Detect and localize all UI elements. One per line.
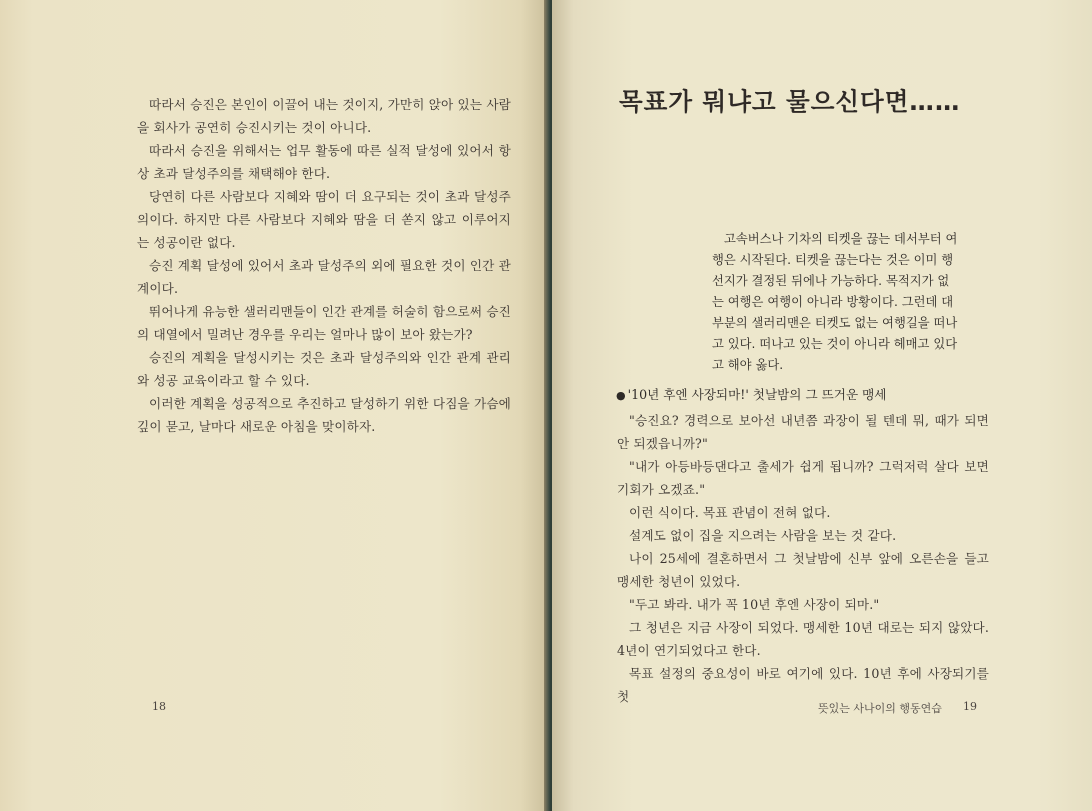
- intro-line: 고 해야 옳다.: [712, 358, 784, 372]
- paragraph: 이런 식이다. 목표 관념이 전혀 없다.: [629, 505, 831, 520]
- intro-line: 고속버스나 기차의 티켓을 끊는 데서부터 여: [724, 232, 958, 246]
- left-body-text: [137, 93, 511, 438]
- paragraph: "두고 봐라. 내가 꼭 10년 후엔 사장이 되마.": [629, 597, 880, 612]
- page-number: 19: [963, 700, 977, 713]
- paragraph: "승진요? 경력으로 보아선 내년쯤 과장이 될 텐데 뭐, 때가 되면 안 되겠읍니까?": [617, 413, 989, 451]
- paragraph: 목표 설정의 중요성이 바로 여기에 있다. 10년 후에 사장되기를 첫: [617, 666, 989, 704]
- intro-line: 는 여행은 여행이 아니라 방황이다. 그런데 대: [712, 295, 954, 309]
- page-number: 18: [152, 700, 166, 713]
- intro-line: 고 있다. 떠나고 있는 것이 아니라 헤매고 있다: [712, 337, 958, 351]
- paragraph: 이러한 계획을 성공적으로 추진하고 달성하기 위한 다짐을 가슴에 깊이 묻고, 날마다 새로운 아침을 맞이하자.: [137, 396, 511, 434]
- paragraph: 당연히 다른 사람보다 지혜와 땀이 더 요구되는 것이 초과 달성주의이다. 하지만 다른 사람보다 지혜와 땀을 더 쏟지 않고 이루어지는 성공이란 없다.: [137, 189, 511, 250]
- intro-line: 부분의 샐러리맨은 티켓도 없는 여행길을 떠나: [712, 316, 958, 330]
- paragraph: "내가 아등바등댄다고 출세가 쉽게 됩니까? 그럭저럭 살다 보면 기회가 오겠죠.": [617, 459, 989, 497]
- intro-line: 선지가 결정된 뒤에나 가능하다. 목적지가 없: [712, 274, 950, 288]
- intro-line: 행은 시작된다. 티켓을 끊는다는 것은 이미 행: [712, 253, 954, 267]
- chapter-intro: [712, 229, 991, 376]
- chapter-title: 목표가 뭐냐고 물으신다면……: [619, 87, 961, 116]
- paragraph: 따라서 승진은 본인이 이끌어 내는 것이지, 가만히 앉아 있는 사람을 회사가 공연히 승진시키는 것이 아니다.: [137, 97, 511, 135]
- running-footer: 뜻있는 사나이의 행동연습: [818, 702, 942, 715]
- paragraph: 나이 25세에 결혼하면서 그 첫날밤에 신부 앞에 오른손을 들고 맹세한 청년이 있었다.: [617, 551, 989, 589]
- section-heading: [616, 384, 886, 403]
- paragraph: 그 청년은 지금 사장이 되었다. 맹세한 10년 대로는 되지 않았다. 4년이 연기되었다고 한다.: [617, 620, 989, 658]
- section-heading-text: '10년 후엔 사장되마!' 첫날밤의 그 뜨거운 맹세: [627, 387, 887, 402]
- paragraph: 승진의 계획을 달성시키는 것은 초과 달성주의와 인간 관계 관리와 성공 교육이라고 할 수 있다.: [137, 350, 511, 388]
- paragraph: 설계도 없이 집을 지으려는 사람을 보는 것 같다.: [629, 528, 897, 543]
- paragraph: 따라서 승진을 위해서는 업무 활동에 따른 실적 달성에 있어서 항상 초과 달성주의를 채택해야 한다.: [137, 143, 511, 181]
- bullet-icon: ●: [616, 389, 626, 402]
- paragraph: 뛰어나게 유능한 샐러리맨들이 인간 관계를 허술히 함으로써 승진의 대열에서 밀려난 경우를 우리는 얼마나 많이 보아 왔는가?: [137, 304, 511, 342]
- paragraph: 승진 계획 달성에 있어서 초과 달성주의 외에 필요한 것이 인간 관계이다.: [137, 258, 511, 296]
- right-body-text: [617, 409, 989, 708]
